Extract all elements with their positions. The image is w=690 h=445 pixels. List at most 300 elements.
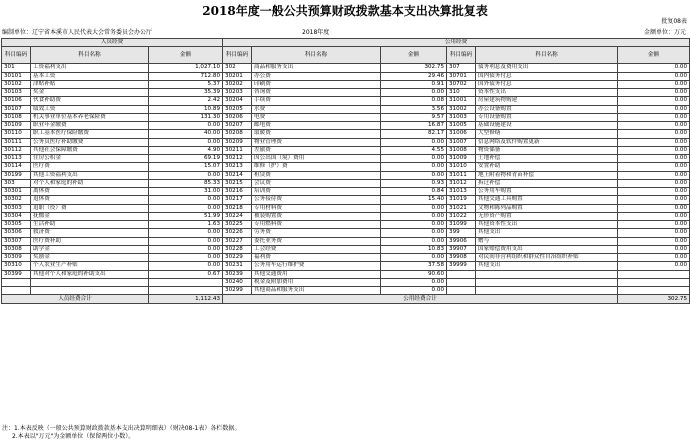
cell-amount: 0.00: [381, 171, 447, 179]
cell-name: 其他资本性支出: [476, 221, 618, 229]
header-code: 科目编码: [447, 47, 476, 64]
table-row: [2, 245, 690, 253]
cell-name: 退职（役）费: [31, 204, 149, 212]
cell-amount: 0.00: [618, 221, 690, 229]
cell-amount: 0.00: [149, 229, 223, 237]
cell-amount: 0.00: [618, 254, 690, 262]
table-row: [2, 64, 690, 72]
cell-amount: 10.89: [149, 105, 223, 113]
cell-code: 30304: [2, 212, 31, 220]
cell-code: 31010: [447, 163, 476, 171]
cell-code: 30215: [223, 179, 252, 187]
cell-amount: 0.00: [618, 130, 690, 138]
form-code: 批复08表: [661, 18, 687, 25]
header-name: 科目名称: [476, 47, 618, 64]
cell-code: [447, 270, 476, 278]
cell-amount: 0.00: [149, 262, 223, 270]
cell-amount: 0.00: [618, 89, 690, 97]
cell-name: [476, 287, 618, 295]
cell-amount: 0.91: [381, 80, 447, 88]
cell-name: 无形资产购置: [476, 212, 618, 220]
cell-name: 奖金: [31, 89, 149, 97]
cell-code: 30209: [223, 138, 252, 146]
cell-code: 30107: [2, 105, 31, 113]
cell-amount: 0.93: [381, 179, 447, 187]
cell-name: 被装购置费: [252, 212, 381, 220]
page-title: 2018年度一般公共预算财政拨款基本支出决算批复表: [202, 4, 488, 18]
cell-name: 水费: [252, 105, 381, 113]
cell-code: 31007: [447, 138, 476, 146]
cell-code: 31012: [447, 179, 476, 187]
cell-name: 其他支出: [476, 229, 618, 237]
cell-name: 住房公积金: [31, 155, 149, 163]
cell-amount: 15.07: [149, 163, 223, 171]
cell-amount: 0.84: [381, 188, 447, 196]
cell-code: 30103: [2, 89, 31, 97]
public-total-label: 公用经费合计: [223, 295, 618, 304]
info-bar: [2, 27, 688, 36]
cell-amount: 51.99: [149, 212, 223, 220]
table-row: [2, 163, 690, 171]
cell-name: 税金及附加费用: [252, 278, 381, 286]
header-amount: 金额: [618, 47, 690, 64]
cell-code: 30307: [2, 237, 31, 245]
cell-code: [447, 287, 476, 295]
cell-code: 30231: [223, 262, 252, 270]
cell-amount: 40.00: [149, 130, 223, 138]
cell-name: 医疗费补助: [31, 237, 149, 245]
header-amount: 金额: [149, 47, 223, 64]
cell-name: 大型修缮: [476, 130, 618, 138]
cell-code: 30225: [223, 221, 252, 229]
header-name: 科目名称: [31, 47, 149, 64]
cell-name: 国家赔偿费用支出: [476, 245, 618, 253]
cell-amount: 0.00: [618, 237, 690, 245]
cell-name: 对民间非营利组织和群众性自治组织补贴: [476, 254, 618, 262]
cell-code: 30306: [2, 229, 31, 237]
cell-name: 邮电费: [252, 122, 381, 130]
cell-code: [447, 278, 476, 286]
cell-name: 其他社会保障缴费: [31, 146, 149, 154]
table-row: [2, 229, 690, 237]
cell-code: 30226: [223, 229, 252, 237]
table-row: [2, 122, 690, 130]
cell-name: 委托业务费: [252, 237, 381, 245]
cell-amount: 35.39: [149, 89, 223, 97]
cell-amount: 0.00: [618, 212, 690, 220]
table-row: [2, 89, 690, 97]
cell-code: 30110: [2, 130, 31, 138]
cell-code: 30216: [223, 188, 252, 196]
cell-amount: 16.87: [381, 122, 447, 130]
cell-name: 工会经费: [252, 245, 381, 253]
cell-code: [2, 287, 31, 295]
cell-name: 其他交通工具购置: [476, 196, 618, 204]
cell-code: 30212: [223, 155, 252, 163]
cell-name: 劳务费: [252, 229, 381, 237]
compiling-unit: 编制单位：辽宁省本溪市人民代表大会常务委员会办公厅: [2, 29, 153, 36]
cell-code: 303: [2, 179, 31, 187]
cell-code: 30204: [223, 97, 252, 105]
cell-name: 基本工资: [31, 72, 149, 80]
cell-code: 30228: [223, 245, 252, 253]
cell-amount: 10.83: [381, 245, 447, 253]
note-1: 注：1.本表反映（一般公共预算财政拨款基本支出决算明细表）（财决08-1表）各栏数据。: [2, 425, 241, 432]
table-row: [2, 237, 690, 245]
cell-amount: 37.58: [381, 262, 447, 270]
cell-code: [2, 278, 31, 286]
cell-code: 30102: [2, 80, 31, 88]
cell-code: 30299: [223, 287, 252, 295]
cell-amount: 0.00: [381, 237, 447, 245]
cell-name: 津贴补贴: [31, 80, 149, 88]
cell-amount: 82.17: [381, 130, 447, 138]
cell-amount: 0.00: [381, 204, 447, 212]
cell-amount: 0.00: [381, 163, 447, 171]
cell-amount: 90.60: [381, 270, 447, 278]
cell-amount: 0.00: [618, 122, 690, 130]
cell-code: 31011: [447, 171, 476, 179]
cell-name: 电费: [252, 113, 381, 121]
money-unit: 金额单位：万元: [643, 29, 686, 36]
cell-code: 30310: [2, 262, 31, 270]
cell-code: 30305: [2, 221, 31, 229]
cell-amount: 4.55: [381, 146, 447, 154]
cell-amount: 0.00: [149, 138, 223, 146]
cell-name: 退休费: [31, 196, 149, 204]
cell-code: 30111: [2, 138, 31, 146]
cell-amount: 0.00: [149, 171, 223, 179]
cell-code: 30202: [223, 80, 252, 88]
cell-amount: 0.00: [618, 113, 690, 121]
cell-amount: 131.30: [149, 113, 223, 121]
cell-code: 30399: [2, 270, 31, 278]
cell-name: 信息网络及软件购置更新: [476, 138, 618, 146]
cell-name: 其他工资福利支出: [31, 171, 149, 179]
cell-amount: 712.80: [149, 72, 223, 80]
cell-amount: 0.00: [149, 122, 223, 130]
cell-amount: 0.00: [618, 196, 690, 204]
cell-name: 工资福利支出: [31, 64, 149, 72]
cell-name: 租赁费: [252, 171, 381, 179]
table-row: [2, 278, 690, 286]
cell-amount: [149, 287, 223, 295]
header-code: 科目编码: [223, 47, 252, 64]
cell-name: 办公费: [252, 72, 381, 80]
cell-code: 30205: [223, 105, 252, 113]
cell-code: 31013: [447, 188, 476, 196]
cell-amount: 0.00: [618, 245, 690, 253]
cell-code: 30701: [447, 72, 476, 80]
cell-name: 办公设备购置: [476, 105, 618, 113]
section-personnel: 人员经费: [2, 39, 223, 47]
cell-name: 商品和服务支出: [252, 64, 381, 72]
cell-name: 机关事业单位基本养老保险费: [31, 113, 149, 121]
cell-name: 专用材料费: [252, 204, 381, 212]
cell-name: 差旅费: [252, 146, 381, 154]
cell-amount: 0.00: [381, 278, 447, 286]
cell-amount: 0.00: [381, 212, 447, 220]
cell-name: 赠与: [476, 237, 618, 245]
cell-code: 39906: [447, 237, 476, 245]
cell-code: 31099: [447, 221, 476, 229]
cell-amount: 0.00: [618, 204, 690, 212]
table-row: [2, 188, 690, 196]
cell-code: 399: [447, 229, 476, 237]
cell-code: 30214: [223, 171, 252, 179]
cell-code: 30227: [223, 237, 252, 245]
cell-amount: 302.75: [381, 64, 447, 72]
note-2: 2.本表以"万元"为金额单位（保留两位小数）。: [12, 433, 135, 440]
cell-amount: 0.00: [381, 138, 447, 146]
cell-amount: 0.00: [381, 89, 447, 97]
cell-amount: 9.57: [381, 113, 447, 121]
cell-name: 取暖费: [252, 130, 381, 138]
cell-amount: 0.00: [149, 245, 223, 253]
cell-amount: 0.00: [618, 163, 690, 171]
cell-code: 31022: [447, 212, 476, 220]
cell-code: 30303: [2, 204, 31, 212]
cell-code: 30199: [2, 171, 31, 179]
header-row: [2, 47, 690, 64]
cell-code: 31002: [447, 105, 476, 113]
cell-amount: 0.67: [149, 270, 223, 278]
table-row: [2, 270, 690, 278]
cell-code: 30206: [223, 113, 252, 121]
cell-code: 30211: [223, 146, 252, 154]
table-row: [2, 105, 690, 113]
cell-amount: 0.00: [149, 204, 223, 212]
cell-amount: 0.00: [618, 72, 690, 80]
cell-amount: 0.00: [618, 229, 690, 237]
cell-amount: 0.00: [381, 221, 447, 229]
cell-amount: [618, 270, 690, 278]
cell-code: 30113: [2, 155, 31, 163]
cell-amount: 31.00: [149, 188, 223, 196]
cell-amount: 0.00: [618, 188, 690, 196]
cell-name: [476, 278, 618, 286]
cell-amount: 0.00: [618, 155, 690, 163]
cell-name: 医疗费: [31, 163, 149, 171]
cell-name: 物业管理费: [252, 138, 381, 146]
cell-name: 其他交通费用: [252, 270, 381, 278]
cell-code: 31021: [447, 204, 476, 212]
cell-code: 31003: [447, 113, 476, 121]
cell-code: 30208: [223, 130, 252, 138]
cell-code: 39908: [447, 254, 476, 262]
cell-code: 30101: [2, 72, 31, 80]
cell-name: 伙食补助费: [31, 97, 149, 105]
cell-code: 307: [447, 64, 476, 72]
cell-code: 30201: [223, 72, 252, 80]
table-row: [2, 146, 690, 154]
cell-code: 30203: [223, 89, 252, 97]
fiscal-year: 2018年度: [302, 29, 330, 36]
cell-code: 30112: [2, 146, 31, 154]
cell-name: 会议费: [252, 179, 381, 187]
cell-code: 30224: [223, 212, 252, 220]
cell-name: 基础设施建设: [476, 122, 618, 130]
cell-code: 30308: [2, 245, 31, 253]
cell-amount: 5.37: [149, 80, 223, 88]
cell-name: 职工基本医疗保险缴费: [31, 130, 149, 138]
cell-amount: 85.33: [149, 179, 223, 187]
table-row: [2, 72, 690, 80]
budget-table: [1, 38, 690, 304]
table-row: [2, 204, 690, 212]
cell-code: 39999: [447, 262, 476, 270]
cell-amount: 0.00: [381, 287, 447, 295]
cell-name: 专用燃料费: [252, 221, 381, 229]
cell-code: 310: [447, 89, 476, 97]
header-code: 科目编码: [2, 47, 31, 64]
cell-name: 文物和陈列品购置: [476, 204, 618, 212]
cell-amount: 0.00: [618, 262, 690, 270]
cell-name: 对个人和家庭的补助: [31, 179, 149, 187]
cell-code: 30229: [223, 254, 252, 262]
cell-amount: 0.00: [618, 138, 690, 146]
table-row: [2, 287, 690, 295]
cell-name: 咨询费: [252, 89, 381, 97]
cell-code: 30302: [2, 196, 31, 204]
cell-amount: 4.90: [149, 146, 223, 154]
cell-amount: 29.46: [381, 72, 447, 80]
cell-name: 印刷费: [252, 80, 381, 88]
cell-amount: 0.00: [149, 237, 223, 245]
cell-amount: 1,027.10: [149, 64, 223, 72]
cell-name: 公务用车购置: [476, 188, 618, 196]
cell-name: 专用设备购置: [476, 113, 618, 121]
cell-code: 30218: [223, 204, 252, 212]
cell-amount: 69.19: [149, 155, 223, 163]
cell-name: [31, 287, 149, 295]
cell-name: 维修（护）费: [252, 163, 381, 171]
cell-name: [31, 278, 149, 286]
section-public: 公用经费: [223, 39, 690, 47]
table-row: [2, 171, 690, 179]
cell-name: 培训费: [252, 188, 381, 196]
table-row: [2, 254, 690, 262]
header-amount: 金额: [381, 47, 447, 64]
cell-code: 30239: [223, 270, 252, 278]
cell-amount: 15.40: [381, 196, 447, 204]
cell-name: 抚恤金: [31, 212, 149, 220]
table-row: [2, 179, 690, 187]
cell-amount: 0.00: [618, 64, 690, 72]
cell-code: 39907: [447, 245, 476, 253]
cell-code: 30109: [2, 122, 31, 130]
personnel-total-value: 1,112.43: [149, 295, 223, 304]
cell-name: 职业年金缴费: [31, 122, 149, 130]
table-row: [2, 97, 690, 105]
table-row: [2, 138, 690, 146]
cell-name: [476, 270, 618, 278]
cell-name: 拆迁补偿: [476, 179, 618, 187]
cell-amount: 0.00: [618, 97, 690, 105]
cell-amount: 0.00: [618, 146, 690, 154]
cell-name: 绩效工资: [31, 105, 149, 113]
table-row: [2, 113, 690, 121]
cell-amount: 0.08: [381, 97, 447, 105]
cell-amount: 1.63: [149, 221, 223, 229]
cell-code: 30108: [2, 113, 31, 121]
cell-code: 30114: [2, 163, 31, 171]
cell-code: 30240: [223, 278, 252, 286]
cell-name: 房屋建筑物购建: [476, 97, 618, 105]
cell-name: 因公出国（境）费用: [252, 155, 381, 163]
cell-name: 救济费: [31, 229, 149, 237]
cell-amount: 0.00: [149, 254, 223, 262]
cell-amount: 0.00: [618, 80, 690, 88]
cell-code: 30106: [2, 97, 31, 105]
cell-name: 国内债务付息: [476, 72, 618, 80]
table-row: [2, 212, 690, 220]
cell-amount: 3.56: [381, 105, 447, 113]
cell-name: 国外债务付息: [476, 80, 618, 88]
cell-name: 奖励金: [31, 254, 149, 262]
cell-name: 其他支出: [476, 262, 618, 270]
table-row: [2, 221, 690, 229]
cell-code: 30301: [2, 188, 31, 196]
cell-code: 31006: [447, 130, 476, 138]
cell-amount: 0.00: [381, 229, 447, 237]
cell-amount: 0.00: [618, 171, 690, 179]
cell-code: 31005: [447, 122, 476, 130]
cell-amount: 0.00: [618, 105, 690, 113]
cell-code: 30309: [2, 254, 31, 262]
cell-amount: [149, 278, 223, 286]
table-row: [2, 262, 690, 270]
cell-name: 公务接待费: [252, 196, 381, 204]
cell-code: 31009: [447, 155, 476, 163]
cell-name: 土地补偿: [476, 155, 618, 163]
table-row: [2, 80, 690, 88]
cell-name: 债务利息及费用支出: [476, 64, 618, 72]
cell-code: 301: [2, 64, 31, 72]
table-row: [2, 155, 690, 163]
cell-name: 离休费: [31, 188, 149, 196]
cell-amount: 2.42: [149, 97, 223, 105]
cell-name: 福利费: [252, 254, 381, 262]
cell-code: 30207: [223, 122, 252, 130]
cell-code: 31019: [447, 196, 476, 204]
cell-name: 其他对个人和家庭的补助支出: [31, 270, 149, 278]
cell-code: 30213: [223, 163, 252, 171]
public-total-value: 302.75: [618, 295, 690, 304]
header-name: 科目名称: [252, 47, 381, 64]
cell-name: 其他商品和服务支出: [252, 287, 381, 295]
total-row: [2, 295, 690, 304]
cell-code: 31008: [447, 146, 476, 154]
personnel-total-label: 人员经费合计: [2, 295, 149, 304]
cell-name: 助学金: [31, 245, 149, 253]
cell-code: 30702: [447, 80, 476, 88]
section-row: [2, 39, 690, 47]
cell-amount: 0.00: [149, 196, 223, 204]
cell-name: 物资储备: [476, 146, 618, 154]
cell-name: 生活补助: [31, 221, 149, 229]
cell-name: 安置补助: [476, 163, 618, 171]
cell-name: 公务员医疗补助缴费: [31, 138, 149, 146]
cell-name: 个人农业生产补贴: [31, 262, 149, 270]
cell-amount: 0.00: [381, 155, 447, 163]
cell-name: 地上附着物和青苗补偿: [476, 171, 618, 179]
table-row: [2, 196, 690, 204]
cell-amount: [618, 287, 690, 295]
cell-code: 302: [223, 64, 252, 72]
cell-code: 31001: [447, 97, 476, 105]
cell-code: 30217: [223, 196, 252, 204]
